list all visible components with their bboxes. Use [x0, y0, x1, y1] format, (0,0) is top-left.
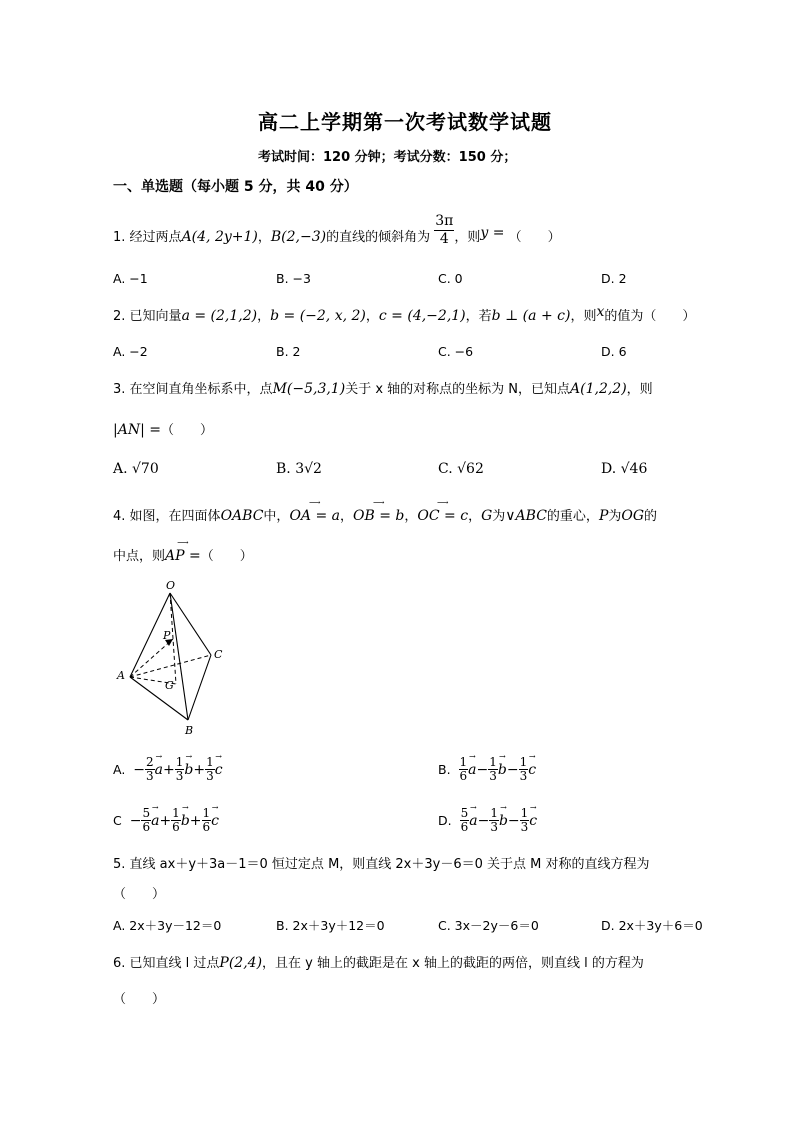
question-number: 4.	[113, 509, 126, 524]
term-fraction	[488, 756, 498, 783]
fraction-denominator: 3	[489, 769, 497, 783]
vector-text: b	[184, 761, 194, 778]
vector-text: OA = a	[289, 508, 341, 524]
term-fraction	[141, 807, 151, 834]
term-fraction	[519, 756, 529, 783]
answer-blank: （ ）	[200, 549, 253, 564]
option-a	[113, 751, 223, 783]
math-point-b: B(2,−3)	[270, 229, 327, 245]
vector-arrow-icon: →	[469, 751, 476, 761]
term-sign: +	[159, 813, 172, 829]
vector-arrow-icon: →	[181, 802, 189, 812]
question-text: 如图，在四面体	[129, 509, 221, 524]
angle-fraction	[434, 213, 454, 248]
vector-oc	[417, 498, 469, 524]
vector-c	[529, 802, 538, 829]
question-text: ，则	[626, 382, 653, 397]
label-c: C	[214, 648, 223, 661]
vector-arrow-icon: →	[155, 751, 163, 761]
fraction-numerator: 1	[459, 755, 468, 769]
term-fraction	[520, 807, 530, 834]
question-text: 的重心，	[546, 509, 599, 524]
vector-text: OB = b	[353, 508, 405, 524]
section-heading: 一、单选题（每小题 5 分，共 40 分）	[113, 179, 358, 195]
term-sign: −	[476, 762, 489, 778]
term-sign: +	[189, 813, 202, 829]
punct: ，	[257, 230, 271, 245]
question-text: 为	[492, 509, 506, 524]
label-a: A	[117, 669, 125, 682]
vector-arrow-icon: →	[500, 802, 507, 812]
fraction-numerator: 1	[202, 806, 211, 820]
vector-arrow-icon: →	[528, 751, 536, 761]
term-sign: −	[506, 762, 519, 778]
question-text: ，则	[570, 309, 597, 324]
fraction-denominator: 3	[519, 769, 528, 783]
fraction-denominator: 6	[460, 820, 469, 834]
question-text: 已知向量	[129, 309, 182, 324]
option-d: D. 6	[601, 344, 627, 359]
distance-an: |AN| =	[113, 422, 161, 438]
vector-oa	[289, 498, 341, 524]
tetrahedron-figure	[112, 577, 242, 737]
triangle: ∨ABC	[505, 508, 547, 524]
answer-blank: （ ）	[508, 230, 561, 245]
term-fraction	[460, 807, 470, 834]
question-text: 中，	[263, 509, 290, 524]
question-4-line2	[113, 538, 253, 564]
math-point-a: A(4, 2y+1)	[181, 229, 258, 245]
point-m: M(−5,3,1)	[272, 381, 346, 397]
question-3-line2	[113, 419, 213, 438]
question-number: 1.	[113, 230, 126, 245]
vector-a: a = (2,1,2)	[181, 308, 258, 324]
solid-name: OABC	[220, 508, 264, 524]
option-a: A. 2x＋3y－12＝0	[113, 918, 222, 933]
question-text: 为	[608, 509, 622, 524]
edge-ab	[130, 677, 188, 720]
option-b: B. 3√2	[276, 461, 322, 477]
option-label: D.	[438, 813, 456, 828]
fraction-denominator: 3	[175, 769, 184, 783]
question-text: 的值为（ ）	[604, 309, 696, 324]
fraction-denominator: 3	[146, 769, 154, 783]
option-a: A. −1	[113, 271, 148, 286]
term-sign: −	[507, 813, 520, 829]
term-sign: +	[163, 762, 175, 778]
question-2: 2. 已知向量a = (2,1,2)，b = (−2, x, 2)，c = (4,−2,1)，若b ⊥ (a + c)，则x的值为（ ）	[113, 304, 696, 324]
exam-info: 考试时间：120 分钟；考试分数：150 分；	[258, 150, 517, 165]
vector-arrow-icon: →	[529, 802, 537, 812]
vector-b	[497, 751, 507, 778]
option-a: A. √70	[113, 461, 159, 477]
vector-arrow-icon: →	[470, 802, 477, 812]
term-sign: −	[477, 813, 490, 829]
vector-text: b	[497, 761, 507, 778]
vector-b	[498, 802, 508, 829]
fraction-numerator: 3π	[435, 213, 454, 229]
vector-text: b	[498, 812, 508, 829]
point-a: A(1,2,2)	[570, 381, 627, 397]
term-fraction	[489, 807, 499, 834]
fraction-numerator: 5	[460, 806, 469, 820]
option-d: D. 2x＋3y＋6＝0	[601, 918, 703, 933]
vector-a	[154, 751, 164, 778]
question-text: 6. 已知直线 l 过点	[113, 956, 220, 971]
option-b: B. 2	[276, 344, 301, 359]
question-number: 3.	[113, 382, 126, 397]
vector-text: OC = c	[417, 508, 469, 524]
vector-text: b	[180, 812, 190, 829]
term-fraction	[459, 756, 469, 783]
option-label: C	[113, 813, 126, 828]
answer-blank: （ ）	[113, 887, 166, 902]
question-text: 关于 x 轴的对称点的坐标为 N，已知点	[345, 382, 571, 397]
fraction-denominator: 3	[490, 820, 498, 834]
vector-arrow-icon: ⟶	[437, 498, 449, 507]
option-c: C. √62	[438, 461, 484, 477]
fraction-numerator: 1	[175, 755, 184, 769]
option-c: C. 3x－2y－6＝0	[438, 918, 539, 933]
vector-text: a	[151, 812, 160, 829]
option-c: C. 0	[438, 271, 463, 286]
vector-arrow-icon: →	[211, 802, 219, 812]
question-number: 2.	[113, 309, 126, 324]
term-fraction	[171, 807, 181, 834]
question-3	[113, 378, 653, 397]
vector-arrow-icon: ⟶	[308, 498, 321, 507]
vector-ap	[165, 538, 201, 564]
vector-text: AP =	[165, 548, 201, 564]
point-p: P	[598, 508, 609, 524]
segment-og: OG	[621, 508, 645, 524]
vector-text: c	[528, 761, 537, 778]
edge-oc	[170, 593, 211, 655]
question-text: 在空间直角坐标系中，点	[129, 382, 273, 397]
option-d: D. √46	[601, 461, 648, 477]
vector-c	[211, 802, 219, 829]
term-sign: +	[193, 762, 206, 778]
fraction-numerator: 1	[489, 755, 497, 769]
vector-arrow-icon: ⟶	[372, 498, 385, 507]
term-fraction	[202, 807, 212, 834]
fraction-denominator: 6	[172, 820, 180, 834]
label-p: P	[163, 629, 171, 642]
term-sign: −	[129, 813, 142, 829]
vector-text: a	[154, 761, 164, 778]
vector-a	[469, 802, 478, 829]
term-sign: −	[133, 762, 146, 778]
vector-arrow-icon: →	[215, 751, 222, 761]
question-text: 经过两点	[129, 230, 182, 245]
point-g: G	[481, 508, 493, 524]
option-d	[438, 802, 538, 834]
vector-text: a	[469, 812, 478, 829]
edge-bc	[188, 655, 211, 720]
vector-text: c	[529, 812, 538, 829]
fraction-numerator: 1	[520, 806, 529, 820]
fraction-denominator: 3	[520, 820, 529, 834]
fraction-numerator: 1	[519, 755, 528, 769]
fraction-numerator: 1	[490, 806, 498, 820]
vector-text: a	[468, 761, 477, 778]
question-text: 中点，则	[113, 549, 166, 564]
page-title: 高二上学期第一次考试数学试题	[258, 110, 552, 134]
answer-blank: （ ）	[113, 992, 166, 1007]
vector-c	[528, 751, 537, 778]
question-text: 的	[644, 509, 658, 524]
option-label: B.	[438, 762, 455, 777]
fraction-denominator: 6	[142, 820, 151, 834]
option-c: C. −6	[438, 344, 474, 359]
vector-c	[214, 751, 223, 778]
vector-b	[184, 751, 194, 778]
label-b: B	[185, 724, 194, 737]
vector-a	[468, 751, 477, 778]
question-text: ，且在 y 轴上的截距是在 x 轴上的截距的两倍，则直线 l 的方程为	[262, 956, 644, 971]
segment-og-dashed	[170, 593, 176, 684]
option-b: B. −3	[276, 271, 311, 286]
fraction-numerator: 2	[146, 755, 154, 769]
condition: b ⊥ (a + c)	[491, 308, 571, 324]
vector-arrow-icon: →	[151, 802, 159, 812]
question-text: ，则	[454, 230, 481, 245]
vector-ob	[353, 498, 405, 524]
vector-arrow-icon: →	[185, 751, 193, 761]
fraction-numerator: 5	[142, 806, 151, 820]
vector-arrow-icon: ⟶	[177, 538, 189, 547]
fraction-denominator: 4	[439, 231, 449, 247]
math-var: y =	[480, 225, 505, 241]
term-fraction	[175, 756, 185, 783]
question-4: 4. 如图，在四面体OABC中， ⟶ OA = a， ⟶ OB = b， ⟶ OC = c，G为∨ABC的重心，P为OG的	[113, 498, 658, 524]
question-text: 的直线的倾斜角为	[326, 230, 431, 245]
vector-text: c	[214, 761, 223, 778]
term-fraction	[145, 756, 155, 783]
option-b: B. 2x＋3y＋12＝0	[276, 918, 385, 933]
fraction-denominator: 6	[459, 769, 468, 783]
label-o: O	[166, 579, 176, 592]
math-var: x	[596, 304, 605, 320]
vector-arrow-icon: →	[499, 751, 506, 761]
vector-c: c = (4,−2,1)	[378, 308, 466, 324]
option-d: D. 2	[601, 271, 627, 286]
edge-ob	[170, 593, 188, 720]
option-label: A.	[113, 762, 130, 777]
option-c	[113, 802, 219, 834]
option-a: A. −2	[113, 344, 148, 359]
point-p: P(2,4)	[219, 955, 263, 971]
fraction-denominator: 6	[202, 820, 211, 834]
question-5: 5. 直线 ax＋y＋3a－1＝0 恒过定点 M，则直线 2x＋3y－6＝0 关于点 M 对称的直线方程为	[113, 857, 650, 872]
vector-a	[151, 802, 160, 829]
vector-text: c	[211, 812, 219, 829]
question-text: ，若	[465, 309, 492, 324]
term-fraction	[205, 756, 215, 783]
label-g: G	[165, 679, 174, 692]
fraction-numerator: 1	[172, 806, 180, 820]
vector-b	[180, 802, 190, 829]
question-6	[113, 952, 644, 971]
option-b	[438, 751, 537, 783]
answer-blank: （ ）	[160, 423, 213, 438]
fraction-numerator: 1	[206, 755, 214, 769]
fraction-denominator: 3	[206, 769, 214, 783]
vector-b: b = (−2, x, 2)	[270, 308, 366, 324]
